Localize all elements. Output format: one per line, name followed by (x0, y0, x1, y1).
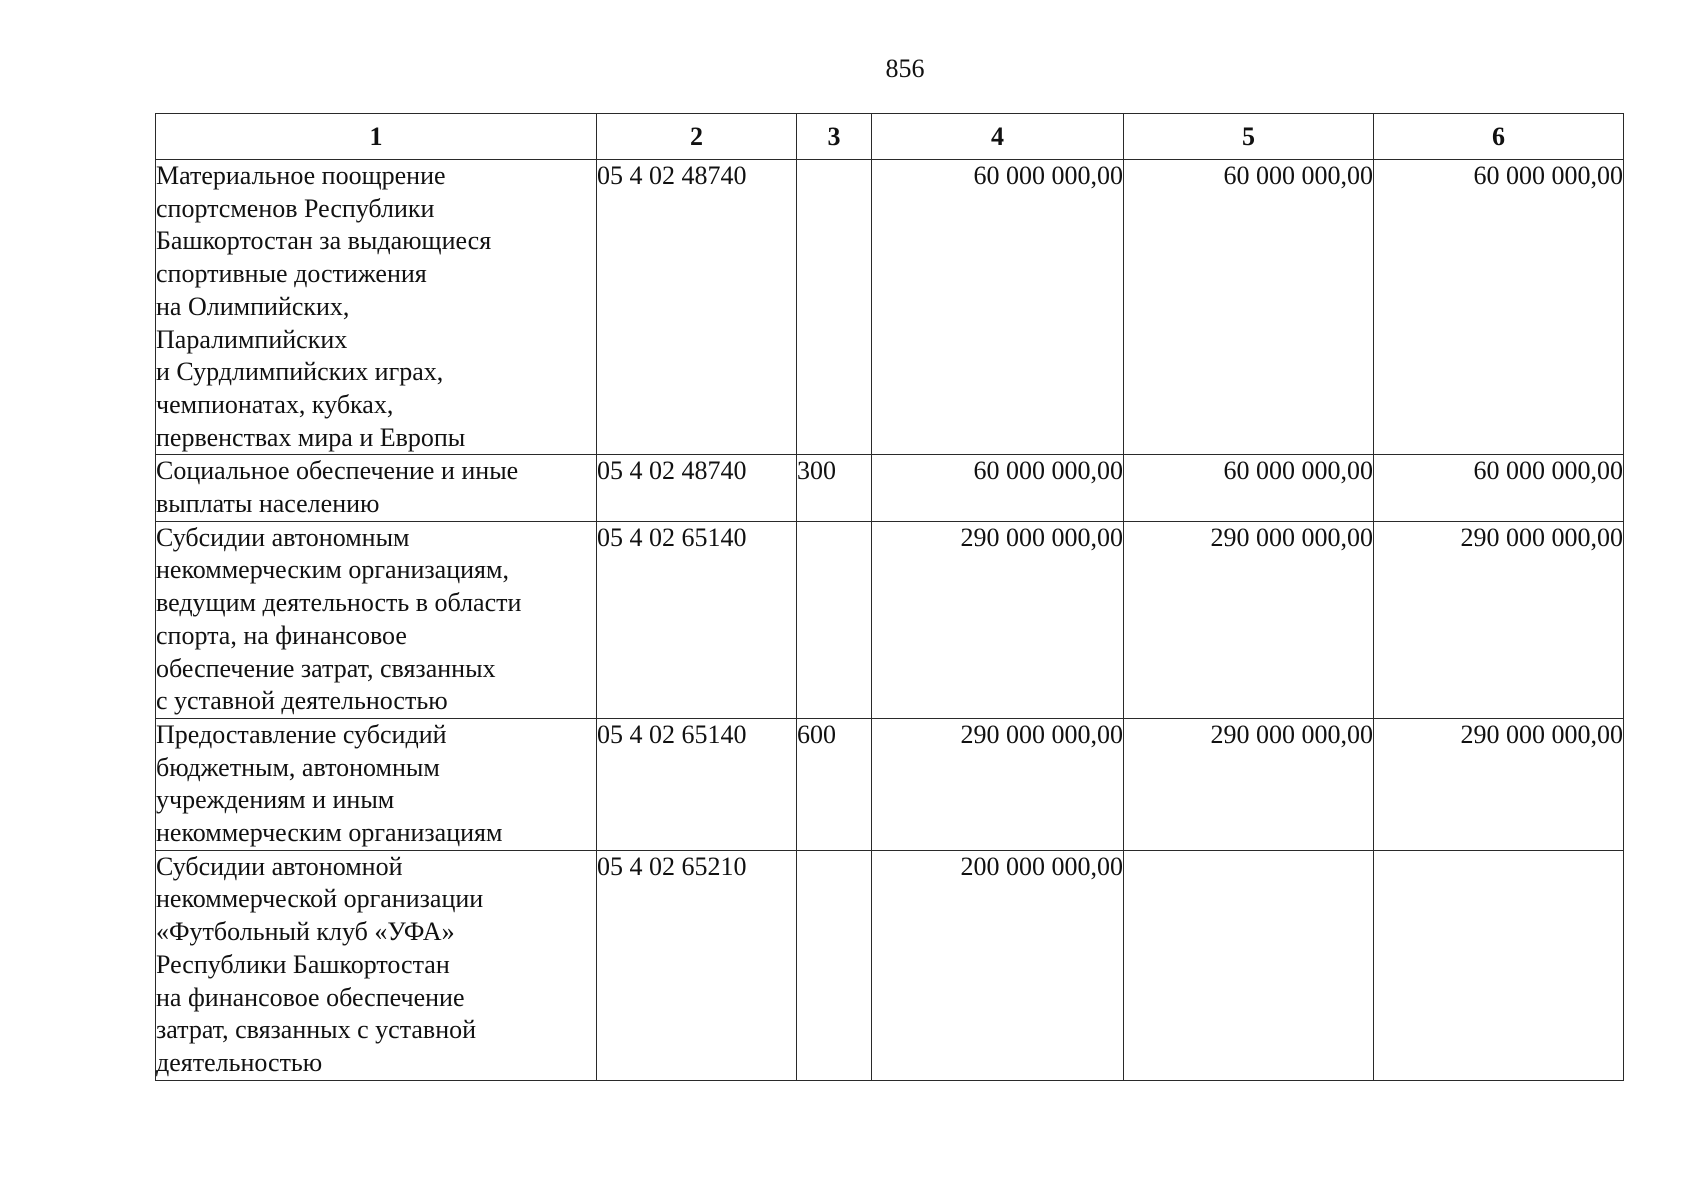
description-line: Субсидии автономной (156, 851, 403, 881)
table-row (156, 160, 1624, 455)
amount-col-4: 60 000 000,00 (872, 160, 1124, 455)
description-line: на финансовое обеспечение (156, 982, 465, 1012)
description-line: Паралимпийских (156, 324, 348, 354)
description-line: выплаты населению (156, 489, 380, 519)
row-description (156, 160, 597, 455)
expense-type-code: 600 (797, 718, 872, 850)
description-line: затрат, связанных с уставной (156, 1015, 477, 1045)
description-line: Субсидии автономным (156, 522, 410, 552)
description-line: некоммерческим организациям, (156, 555, 509, 585)
description-line: некоммерческим организациям (156, 818, 503, 848)
amount-col-6: 60 000 000,00 (1374, 455, 1624, 521)
target-article-code: 05 4 02 65210 (597, 850, 797, 1080)
description-line: Материальное поощрение (156, 161, 446, 190)
amount-col-5 (1124, 850, 1374, 1080)
description-line: Республики Башкортостан (156, 949, 450, 979)
description-line: «Футбольный клуб «УФА» (156, 917, 455, 947)
amount-col-5: 290 000 000,00 (1124, 718, 1374, 850)
amount-col-4: 290 000 000,00 (872, 521, 1124, 718)
target-article-code: 05 4 02 65140 (597, 521, 797, 718)
description-line: Социальное обеспечение и иные (156, 456, 519, 486)
description-line: с уставной деятельностью (156, 686, 448, 716)
description-line: Башкортостан за выдающиеся (156, 226, 492, 256)
description-line: деятельностью (156, 1047, 323, 1077)
description-line: спорта, на финансовое (156, 620, 407, 650)
table-row (156, 850, 1624, 1080)
column-header: 1 (156, 114, 597, 160)
expense-type-code (797, 160, 872, 455)
column-header: 5 (1124, 114, 1374, 160)
description-line: Предоставление субсидий (156, 719, 447, 749)
description-line: обеспечение затрат, связанных (156, 653, 496, 683)
amount-col-4: 200 000 000,00 (872, 850, 1124, 1080)
table-header-row (156, 114, 1624, 160)
target-article-code: 05 4 02 48740 (597, 455, 797, 521)
description-line: некоммерческой организации (156, 884, 484, 914)
description-line: и Сурдлимпийских играх, (156, 357, 444, 387)
table-row (156, 521, 1624, 718)
amount-col-5: 60 000 000,00 (1124, 455, 1374, 521)
column-header: 4 (872, 114, 1124, 160)
expense-type-code: 300 (797, 455, 872, 521)
amount-col-6: 60 000 000,00 (1374, 160, 1624, 455)
expense-type-code (797, 521, 872, 718)
target-article-code: 05 4 02 48740 (597, 160, 797, 455)
page-number: 856 (885, 54, 925, 83)
description-line: ведущим деятельность в области (156, 588, 522, 618)
amount-col-5: 60 000 000,00 (1124, 160, 1374, 455)
expense-type-code (797, 850, 872, 1080)
column-header: 6 (1374, 114, 1624, 160)
description-line: спортивные достижения (156, 259, 427, 289)
description-line: спортсменов Республики (156, 193, 435, 223)
budget-table (155, 113, 1624, 1081)
row-description (156, 455, 597, 521)
amount-col-6: 290 000 000,00 (1374, 521, 1624, 718)
description-line: чемпионатах, кубках, (156, 389, 394, 419)
row-description (156, 850, 597, 1080)
table-row (156, 718, 1624, 850)
description-line: бюджетным, автономным (156, 752, 440, 782)
description-line: первенствах мира и Европы (156, 422, 466, 452)
amount-col-6: 290 000 000,00 (1374, 718, 1624, 850)
row-description (156, 521, 597, 718)
column-header: 3 (797, 114, 872, 160)
amount-col-4: 290 000 000,00 (872, 718, 1124, 850)
amount-col-4: 60 000 000,00 (872, 455, 1124, 521)
amount-col-5: 290 000 000,00 (1124, 521, 1374, 718)
description-line: на Олимпийских, (156, 291, 350, 321)
row-description (156, 718, 597, 850)
table-row (156, 455, 1624, 521)
target-article-code: 05 4 02 65140 (597, 718, 797, 850)
amount-col-6 (1374, 850, 1624, 1080)
description-line: учреждениям и иным (156, 785, 395, 815)
column-header: 2 (597, 114, 797, 160)
